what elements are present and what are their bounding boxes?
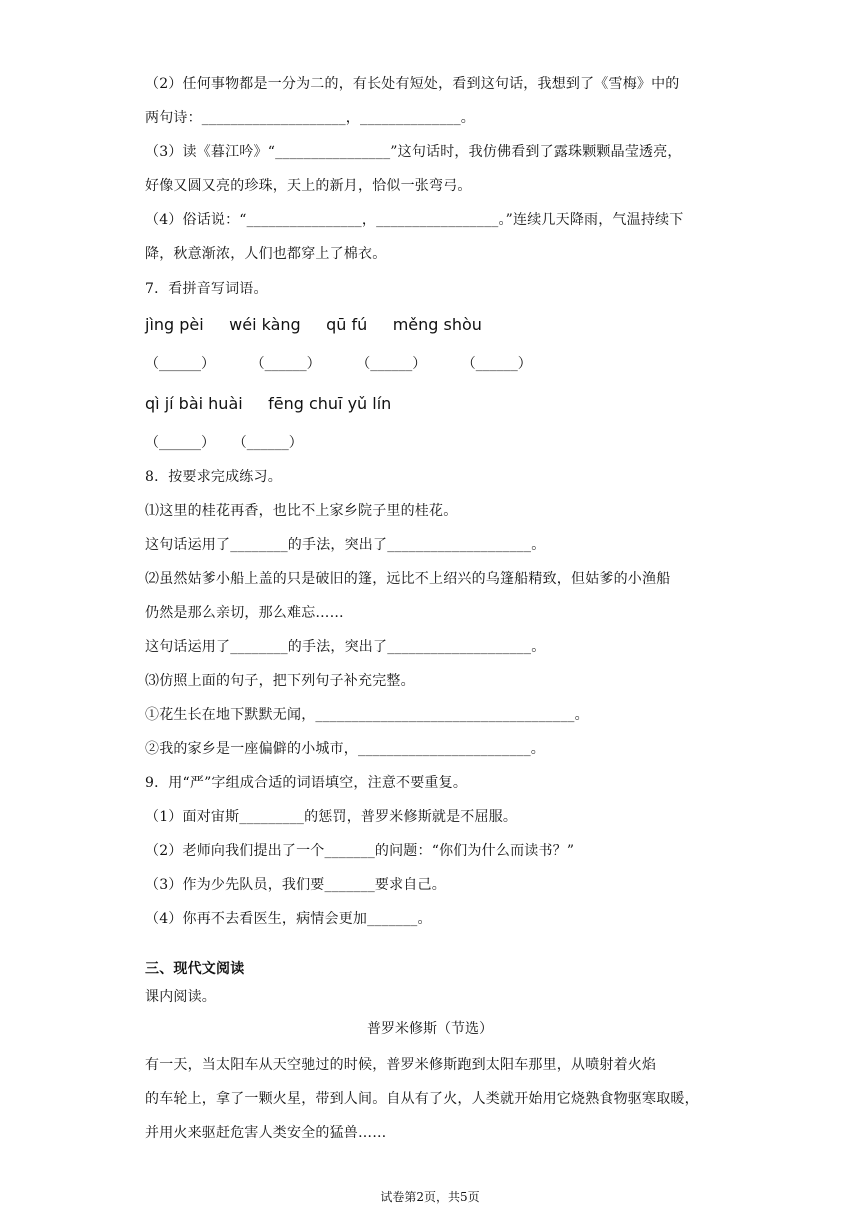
passage-title: 普罗米修斯（节选）: [367, 1021, 493, 1037]
q8-sentence3-b: ②我的家乡是一座偏僻的小城市，________________________。: [145, 741, 545, 757]
q6-item3-line2: 好像又圆又亮的珍珠，天上的新月，恰似一张弯弓。: [145, 178, 472, 194]
passage-line2: 的车轮上，拿了一颗火星，带到人间。自从有了火，人类就开始用它烧熟食物驱寒取暖，: [145, 1091, 699, 1107]
q6-item2-line1: （2）任何事物都是一分为二的，有长处有短处，看到这句话，我想到了《雪梅》中的: [145, 76, 680, 92]
q7-pinyin-row2: qì jí bài huài fēng chuī yǔ lín: [145, 394, 392, 413]
page-footer: 试卷第2页，共5页: [380, 1190, 480, 1204]
q9-item3: （3）作为少先队员，我们要_______要求自己。: [145, 877, 446, 893]
q9-item2: （2）老师向我们提出了一个_______的问题：“你们为什么而读书？”: [145, 843, 575, 859]
q9-item1: （1）面对宙斯_________的惩罚，普罗米修斯就是不屈服。: [145, 809, 518, 825]
q8-sentence2-answer: 这句话运用了________的手法，突出了____________________。: [145, 639, 546, 655]
section3-title: 三、现代文阅读: [145, 961, 245, 977]
passage-line1: 有一天，当太阳车从天空驰过的时候，普罗米修斯跑到太阳车那里，从喷射着火焰: [145, 1057, 657, 1073]
q6-item3-line1: （3）读《暮江吟》“________________”这句话时，我仿佛看到了露珠颗颗晶莹透亮，: [145, 144, 682, 160]
q8-sentence2-line1: ⑵虽然姑爹小船上盖的只是破旧的篷，远比不上绍兴的乌篷船精致，但姑爹的小渔船: [145, 571, 671, 587]
q6-item4-line2: 降，秋意渐浓，人们也都穿上了棉衣。: [145, 246, 387, 262]
q7-blanks-row2: （______） （______）: [145, 435, 303, 451]
q7-blanks-row1: （______） （______） （______） （______）: [145, 356, 532, 372]
q8-sentence3: ⑶仿照上面的句子，把下列句子补充完整。: [145, 673, 415, 689]
q9-title: 9．用“严”字组成合适的词语填空，注意不要重复。: [145, 775, 468, 791]
q8-title: 8．按要求完成练习。: [145, 469, 282, 485]
q8-sentence2-line2: 仍然是那么亲切，那么难忘……: [145, 605, 344, 621]
q8-sentence1: ⑴这里的桂花再香，也比不上家乡院子里的桂花。: [145, 503, 458, 519]
q8-sentence1-answer: 这句话运用了________的手法，突出了____________________。: [145, 537, 546, 553]
q8-sentence3-a: ①花生长在地下默默无闻，____________________________________。: [145, 707, 589, 723]
q7-title: 7．看拼音写词语。: [145, 281, 268, 297]
passage-line3: 并用火来驱赶危害人类安全的猛兽……: [145, 1125, 387, 1141]
section3-subtitle: 课内阅读。: [145, 989, 216, 1005]
q7-pinyin-row1: jìng pèi wéi kàng qū fú měng shòu: [145, 315, 482, 334]
q6-item2-line2: 两句诗：____________________，______________。: [145, 110, 475, 126]
q6-item4-line1: （4）俗话说：“________________，_________________。”连续几天降雨，气温持续下: [145, 212, 684, 228]
q9-item4: （4）你再不去看医生，病情会更加_______。: [145, 911, 432, 927]
